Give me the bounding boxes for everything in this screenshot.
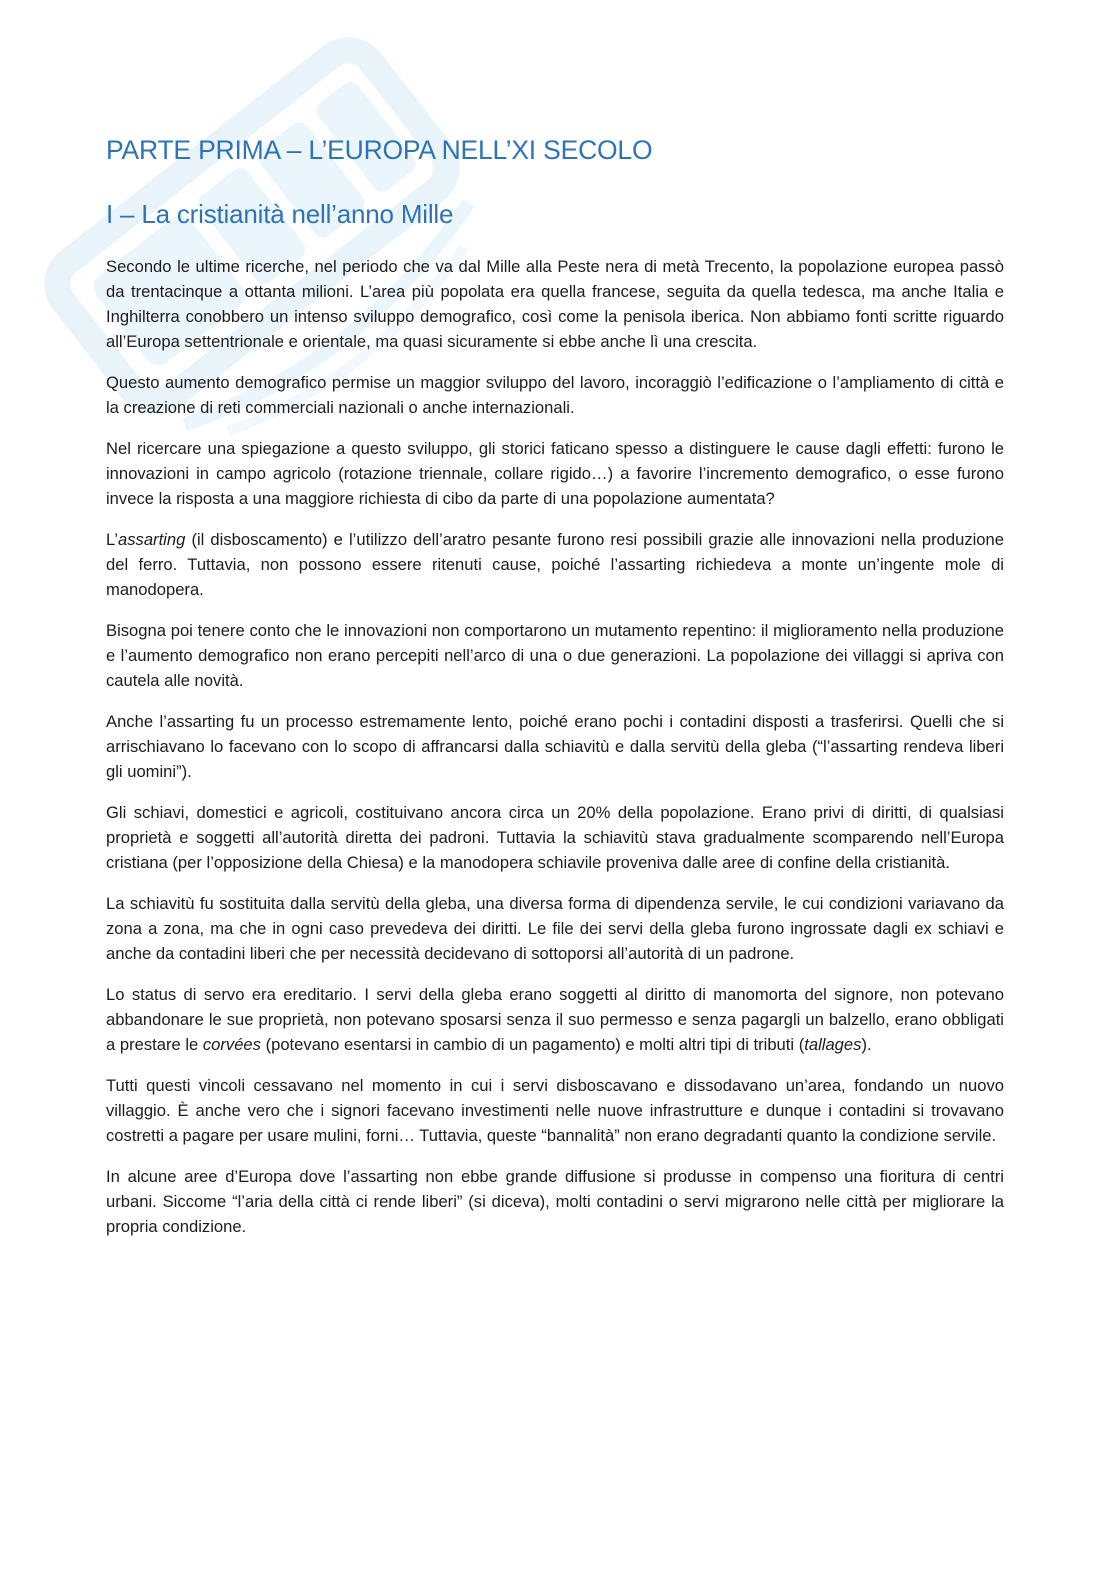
paragraph — [106, 254, 1004, 354]
paragraph — [106, 800, 1004, 875]
paragraph — [106, 370, 1004, 420]
italic-term: tallages — [804, 1035, 862, 1054]
part-title: PARTE PRIMA – L’EUROPA NELL’XI SECOLO — [106, 135, 653, 165]
text-run: Tutti questi vincoli cessavano nel momento in cui i servi disboscavano e dissodavano un’area, fondando un nuovo villaggio. È anche vero che i signori facevano investimenti nelle nuove infrastrutture e dunque i contadini si trovavano costretti a pagare per usare mulini, forni… Tuttavia, queste “bannalità” non erano degradanti quanto la condizione servile. — [106, 1076, 1004, 1145]
text-run: Secondo le ultime ricerche, nel periodo che va dal Mille alla Peste nera di metà Trecento, la popolazione europea passò da trentacinque a ottanta milioni. L’area più popolata era quella francese, seguita da quella tedesca, ma anche Italia e Inghilterra conobbero un intenso sviluppo demografico, così come la penisola iberica. Non abbiamo fonti scritte riguardo all’Europa settentrionale e orientale, ma quasi sicuramente si ebbe anche lì una crescita. — [106, 257, 1004, 351]
paragraph — [106, 436, 1004, 511]
text-run: Bisogna poi tenere conto che le innovazioni non comportarono un mutamento repentino: il miglioramento nella produzione e l’aumento demografico non erano percepiti nell’arco di una o due generazioni. La popolazione dei villaggi si apriva con cautela alle novità. — [106, 621, 1004, 690]
text-run: (potevano esentarsi in cambio di un pagamento) e molti altri tipi di tributi ( — [260, 1035, 805, 1054]
paragraph — [106, 618, 1004, 693]
document-page — [106, 130, 1004, 1255]
text-run: Gli schiavi, domestici e agricoli, costituivano ancora circa un 20% della popolazione. Erano privi di diritti, di qualsiasi proprietà e soggetti all’autorità diretta dei padroni. Tuttavia la schiavitù stava gradualmente scomparendo nell’Europa cristiana (per l’opposizione della Chiesa) e la manodopera schiavile proveniva dalle aree di confine della cristianità. — [106, 803, 1004, 872]
text-run: Questo aumento demografico permise un maggior sviluppo del lavoro, incoraggiò l’edificazione o l’ampliamento di città e la creazione di reti commerciali nazionali o anche internazionali. — [106, 373, 1004, 417]
paragraph — [106, 1073, 1004, 1148]
paragraph — [106, 709, 1004, 784]
paragraph — [106, 1164, 1004, 1239]
text-run: L’ — [106, 530, 118, 549]
paragraph — [106, 982, 1004, 1057]
text-run: Lo status di servo era ereditario. I servi della gleba erano soggetti al diritto di manomorta del signore, non potevano abbandonare le sue proprietà, non potevano sposarsi senza il suo permesso e senza pagargli un balzello, erano obbligati a prestare le — [106, 985, 1004, 1054]
italic-term: assarting — [118, 530, 186, 549]
paragraph — [106, 891, 1004, 966]
text-run: Nel ricercare una spiegazione a questo sviluppo, gli storici faticano spesso a distinguere le cause dagli effetti: furono le innovazioni in campo agricolo (rotazione triennale, collare rigido…) a favorire l’incremento demografico, o esse furono invece la risposta a una maggiore richiesta di cibo da parte di una popolazione aumentata? — [106, 439, 1004, 508]
italic-term: corvées — [202, 1035, 261, 1054]
text-run: (il disboscamento) e l’utilizzo dell’aratro pesante furono resi possibili grazie alle innovazioni nella produzione del ferro. Tuttavia, non possono essere ritenuti cause, poiché l’assarting richiedeva a monte un’ingente mole di manodopera. — [106, 530, 1004, 599]
text-run: In alcune aree d’Europa dove l’assarting non ebbe grande diffusione si produsse in compenso una fioritura di centri urbani. Siccome “l’aria della città ci rende liberi” (si diceva), molti contadini o servi migrarono nelle città per migliorare la propria condizione. — [106, 1167, 1004, 1236]
text-run: La schiavitù fu sostituita dalla servitù della gleba, una diversa forma di dipendenza servile, le cui condizioni variavano da zona a zona, ma che in ogni caso prevedeva dei diritti. Le file dei servi della gleba furono ingrossate dagli ex schiavi e anche da contadini liberi che per necessità decidevano di sottoporsi all’autorità di un padrone. — [106, 894, 1004, 963]
chapter-title: I – La cristianità nell’anno Mille — [106, 199, 454, 229]
text-run: Anche l’assarting fu un processo estremamente lento, poiché erano pochi i contadini disposti a trasferirsi. Quelli che si arrischiavano lo facevano con lo scopo di affrancarsi dalla schiavitù e dalla servitù della gleba (“l’assarting rendeva liberi gli uomini”). — [106, 712, 1004, 781]
paragraph — [106, 527, 1004, 602]
body-text — [106, 254, 1004, 1239]
text-run: ). — [861, 1035, 872, 1054]
